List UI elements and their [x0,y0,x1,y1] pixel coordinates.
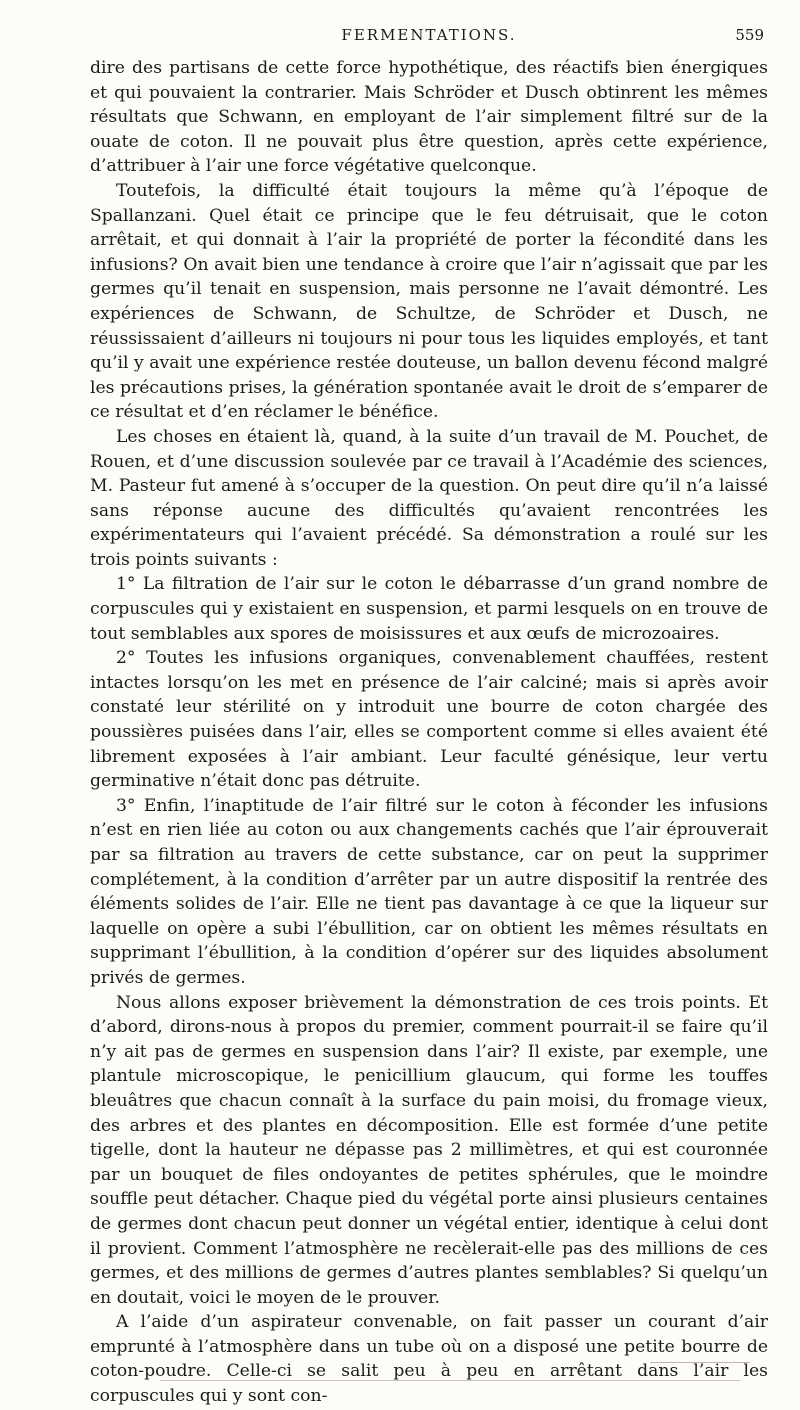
paragraph-demonstration: Nous allons exposer brièvement la démonstration de ces trois points. Et d’abord, dirons-nous à propos du premier, comment pourrait-il se faire qu’il n’y ait pas de germes en suspension dans l’air? Il existe, par exemple, une plantule microscopique, le penicillium glaucum, qui forme les touffes bleuâtres que chacun connaît à la surface du pain moisi, du fromage vieux, des arbres et des plantes en décomposition. Elle est formée d’une petite tigelle, dont la hauteur ne dépasse pas 2 millimètres, et qui est couronnée par un bouquet de files ondoyantes de petites sphérules, que le moindre souffle peut détacher. Chaque pied du végétal porte ainsi plusieurs centaines de germes dont chacun peut donner un végétal entier, identique à celui dont il provient. Comment l’atmosphère ne recèlerait-elle pas des millions de ces germes, et des millions de germes d’autres plantes semblables? Si quelqu’un en doutait, voici le moyen de le prouver. [90,992,768,1308]
paragraph-aspirateur: A l’aide d’un aspirateur convenable, on fait passer un courant d’air emprunté à l’atmosphère dans un tube où on a disposé une petite bourre de coton-poudre. Celle-ci se salit peu à peu en arrêtant dans l’air les corpuscules qui y sont con- [90,1312,768,1407]
running-title: FERMENTATIONS. [341,26,517,44]
paragraph-point-2: 2° Toutes les infusions organiques, convenablement chauffées, restent intactes lorsqu’on les met en présence de l’air calciné; mais si après avoir constaté leur stérilité on y introduit une bourre de coton chargée des poussières puisées dans l’air, elles se comportent comme si elles avaient été librement exposées à l’air ambiant. Leur faculté génésique, leur vertu germinative n’était donc pas détruite. [90,648,768,792]
paragraph-point-1: 1° La filtration de l’air sur le coton le débarrasse d’un grand nombre de corpuscules qui y existaient en suspension, et parmi lesquels on en trouve de tout semblables aux spores de moisissures et aux œufs de microzoaires. [90,574,768,644]
page-number: 559 [735,26,764,44]
page [90,26,768,1409]
body-text [90,56,768,1409]
scan-mark [650,1362,750,1363]
page-header [90,26,768,56]
paragraph-continuation: dire des partisans de cette force hypothétique, des réactifs bien énergiques et qui pouvaient la contrarier. Mais Schröder et Dusch obtinrent les mêmes résultats que Schwann, en employant de l’air simplement filtré sur de la ouate de coton. Il ne pouvait plus être question, après cette expérience, d’attribuer à l’air une force végétative quelconque. [90,58,768,177]
scan-rule [160,1380,740,1381]
paragraph-pasteur: Les choses en étaient là, quand, à la suite d’un travail de M. Pouchet, de Rouen, et d’une discussion soulevée par ce travail à l’Académie des sciences, M. Pasteur fut amené à s’occuper de la question. On peut dire qu’il n’a laissé sans réponse aucune des difficultés qu’avaient rencontrées les expérimentateurs qui l’avaient précédé. Sa démonstration a roulé sur les trois points suivants : [90,426,768,570]
paragraph-point-3: 3° Enfin, l’inaptitude de l’air filtré sur le coton à féconder les infusions n’est en rien liée au coton ou aux changements cachés que l’air éprouverait par sa filtration au travers de cette substance, car on peut la supprimer complétement, à la condition d’arrêter par un autre dispositif la rentrée des éléments solides de l’air. Elle ne tient pas davantage à ce que la liqueur sur laquelle on opère a subi l’ébullition, car on obtient les mêmes résultats en supprimant l’ébullition, à la condition d’opérer sur des liquides absolument privés de germes. [90,795,768,988]
paragraph-spallanzani: Toutefois, la difficulté était toujours la même qu’à l’époque de Spallanzani. Quel était ce principe que le feu détruisait, que le coton arrêtait, et qui donnait à l’air la propriété de porter la fécondité dans les infusions? On avait bien une tendance à croire que l’air n’agissait que par les germes qu’il tenait en suspension, mais personne ne l’avait démontré. Les expériences de Schwann, de Schultze, de Schröder et Dusch, ne réussissaient d’ailleurs ni toujours ni pour tous les liquides employés, et tant qu’il y avait une expérience restée douteuse, un ballon devenu fécond malgré les précautions prises, la génération spontanée avait le droit de s’emparer de ce résultat et d’en réclamer le bénéfice. [90,180,768,423]
